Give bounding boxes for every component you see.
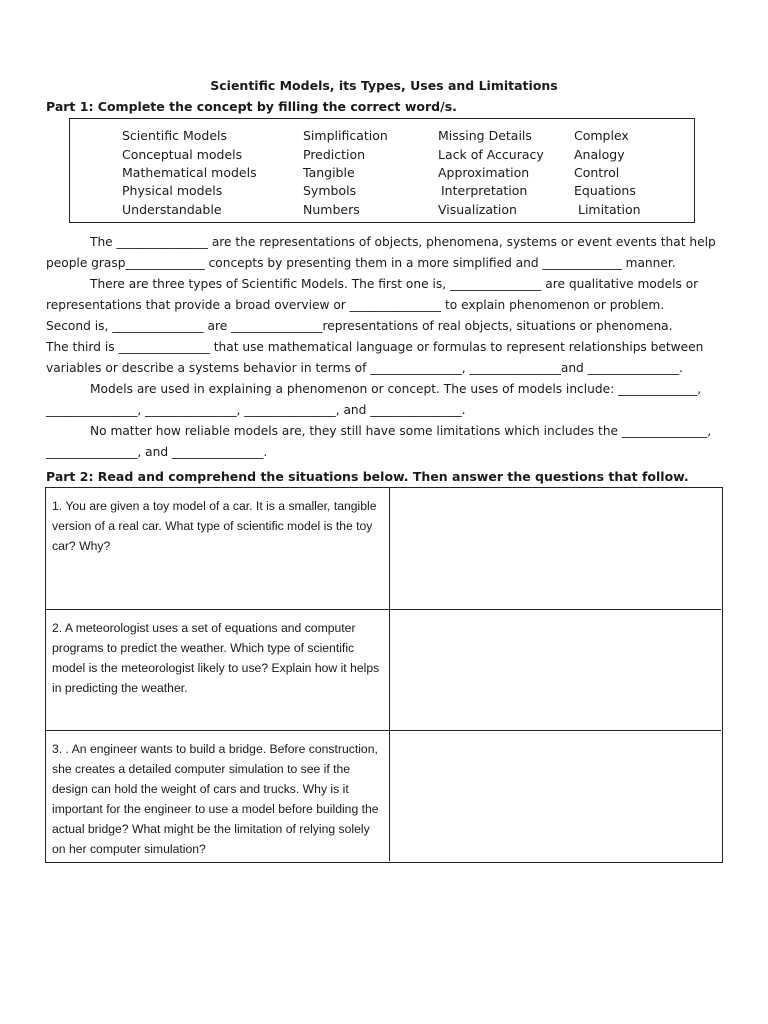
paragraph-line: Models are used in explaining a phenomenon or concept. The uses of models include: _____________,	[90, 382, 702, 396]
word-bank-item: Approximation	[438, 165, 530, 180]
table-row	[46, 730, 721, 861]
word-bank-item: Equations	[574, 183, 636, 198]
questions-table	[45, 487, 723, 863]
word-bank-item: Numbers	[303, 202, 360, 217]
word-bank-item: Physical models	[122, 183, 223, 198]
word-bank-item: Control	[574, 165, 620, 180]
word-bank-item: Missing Details	[438, 128, 532, 143]
word-bank-item: Scientific Models	[122, 128, 228, 143]
word-bank-item: Symbols	[303, 183, 357, 198]
answer-cell[interactable]	[390, 610, 721, 730]
word-bank-item: Limitation	[578, 202, 641, 217]
word-bank-item: Understandable	[122, 202, 222, 217]
paragraph-line: Second is, _______________ are _______________representations of real objects, situations or phenomena.	[46, 319, 673, 333]
word-bank-item: Conceptual models	[122, 147, 243, 162]
question-cell: 2. A meteorologist uses a set of equations and computer programs to predict the weather. Which type of scientific model is the meteorologist likely to use? Explain how it helps in predicting the weather.	[46, 610, 390, 730]
fill-in-paragraph	[46, 232, 724, 463]
table-row	[46, 488, 721, 609]
word-bank-item: Interpretation	[441, 183, 528, 198]
paragraph-line: There are three types of Scientific Models. The first one is, _______________ are qualitative models or	[90, 277, 699, 291]
word-bank-item: Complex	[574, 128, 629, 143]
word-bank-item: Visualization	[438, 202, 517, 217]
paragraph-line: people grasp_____________ concepts by presenting them in a more simplified and _____________ manner.	[46, 256, 676, 270]
question-cell: 1. You are given a toy model of a car. It is a smaller, tangible version of a real car. What type of scientific model is the toy car? Why?	[46, 488, 390, 609]
paragraph-line: variables or describe a systems behavior in terms of _______________, _______________and _______________.	[46, 361, 683, 375]
paragraph-line: representations that provide a broad overview or _______________ to explain phenomenon or problem.	[46, 298, 665, 312]
paragraph-line: The third is _______________ that use mathematical language or formulas to represent relationships between	[46, 340, 704, 354]
word-bank-item: Tangible	[303, 165, 355, 180]
paragraph-line: _______________, _______________, _______________, and _______________.	[46, 403, 466, 417]
paragraph-line: _______________, and _______________.	[46, 445, 268, 459]
answer-cell[interactable]	[390, 731, 721, 861]
word-bank-item: Prediction	[303, 147, 366, 162]
worksheet-title: Scientific Models, its Types, Uses and Limitations	[210, 78, 558, 93]
answer-cell[interactable]	[390, 488, 721, 609]
word-bank-item: Lack of Accuracy	[438, 147, 544, 162]
word-bank-item: Simplification	[303, 128, 388, 143]
table-row	[46, 609, 721, 730]
paragraph-line: The _______________ are the representations of objects, phenomena, systems or event events that help	[90, 235, 716, 249]
paragraph-line: No matter how reliable models are, they still have some limitations which includes the ______________,	[90, 424, 712, 438]
part1-heading: Part 1: Complete the concept by filling the correct word/s.	[46, 99, 457, 114]
word-bank-item: Analogy	[574, 147, 625, 162]
part2-heading: Part 2: Read and comprehend the situations below. Then answer the questions that follow.	[46, 469, 689, 484]
word-bank-item: Mathematical models	[122, 165, 257, 180]
question-cell: 3. . An engineer wants to build a bridge. Before construction, she creates a detailed computer simulation to see if the design can hold the weight of cars and trucks. Why is it important for the engineer to use a model before building the actual bridge? What might be the limitation of relying solely on her computer simulation?	[46, 731, 390, 861]
word-bank	[69, 118, 695, 223]
